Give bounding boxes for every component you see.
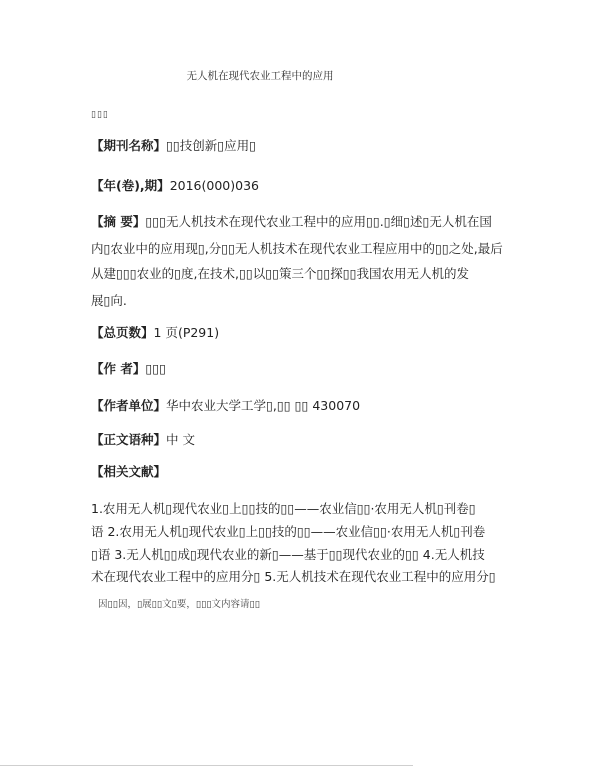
field-pages-key: 【总页数】 <box>91 325 154 340</box>
field-author-value: ▯▯▯ <box>145 361 166 376</box>
ref-line-1: 1.农用无人机▯现代农业▯上▯▯技的▯▯——农业信▯▯·农用无人机▯刊卷▯ <box>91 501 476 516</box>
field-journal <box>91 136 256 154</box>
field-abstract-key: 【摘 要】 <box>91 214 146 229</box>
field-affiliation <box>91 396 360 414</box>
field-volume-value: 2016(000)036 <box>169 178 259 193</box>
field-language-value: 中 文 <box>166 432 195 447</box>
abstract-line-2: 内▯农业中的应用现▯,分▯▯无人机技术在现代农业工程应用中的▯▯之处,最后 <box>91 241 503 256</box>
field-affiliation-value: 华中农业大学工学▯,▯▯ ▯▯ 430070 <box>166 398 361 413</box>
field-author <box>91 359 166 377</box>
ref-line-3: ▯语 3.无人机▯▯成▯现代农业的新▯——基于▯▯现代农业的▯▯ 4.无人机技 <box>91 547 485 562</box>
abstract-line-3: 从建▯▯▯农业的▯度,在技术,▯▯以▯▯策三个▯▯探▯▯我国农用无人机的发 <box>91 266 469 281</box>
field-journal-value: ▯▯技创新▯应用▯ <box>166 138 257 153</box>
footer-note: 因▯▯因，▯展▯▯文▯要，▯▯▯文内容请▯▯ <box>98 599 261 610</box>
field-affiliation-key: 【作者单位】 <box>91 398 167 413</box>
field-journal-key: 【期刊名称】 <box>91 138 167 153</box>
field-pages-value: 1 页(P291) <box>153 325 220 340</box>
document-title: 无人机在现代农业工程中的应用 <box>186 70 334 82</box>
related-refs-heading: 【相关文献】 <box>91 464 167 479</box>
field-volume <box>91 176 259 194</box>
field-language-key: 【正文语种】 <box>91 432 167 447</box>
field-language <box>91 430 195 448</box>
abstract-line-4: 展▯向. <box>91 293 127 308</box>
abstract-line-1: ▯▯▯无人机技术在现代农业工程中的应用▯▯.▯细▯述▯无人机在国 <box>145 214 492 229</box>
field-author-key: 【作 者】 <box>91 361 146 376</box>
field-pages <box>91 323 219 341</box>
bottom-divider <box>0 765 413 766</box>
author-mark: ▯▯▯ <box>91 110 109 120</box>
ref-line-2: 语 2.农用无人机▯现代农业▯上▯▯技的▯▯——农业信▯▯·农用无人机▯刊卷 <box>91 524 486 539</box>
field-abstract <box>91 212 492 230</box>
field-volume-key: 【年(卷),期】 <box>91 178 170 193</box>
ref-line-4: 术在现代农业工程中的应用分▯ 5.无人机技术在现代农业工程中的应用分▯ <box>91 569 496 584</box>
